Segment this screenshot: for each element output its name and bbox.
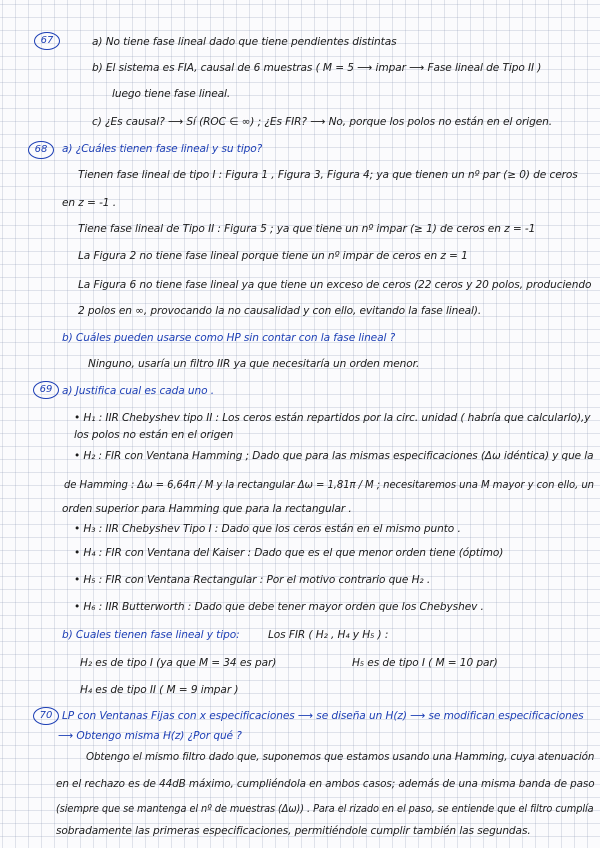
question-70-line2: ⟶ Obtengo misma H(z) ¿Por qué ? [58, 730, 242, 742]
answer-68a-line5: La Figura 6 no tiene fase lineal ya que tiene un exceso de ceros (22 ceros y 20 polos, produciendo [78, 279, 592, 291]
question-69a: a) Justifica cual es cada uno . [62, 385, 214, 397]
problem-number-68: 68 [28, 141, 54, 159]
answer-68b: Ninguno, usaría un filtro IIR ya que necesitaría un orden menor. [88, 358, 420, 370]
answer-67c: c) ¿Es causal? ⟶ Sí (ROC ∈ ∞) ; ¿Es FIR? ⟶ No, porque los polos no están en el origen. [92, 116, 552, 128]
answer-69a-h6: • H₆ : IIR Butterworth : Dado que debe tener mayor orden que los Chebyshev . [74, 601, 484, 613]
answer-68a-line3: Tiene fase lineal de Tipo II : Figura 5 ; ya que tiene un nº impar (≥ 1) de ceros en z = -1 [78, 223, 536, 235]
answer-70-line2: en el rechazo es de 44dB máximo, cumpliéndola en ambos casos; además de una misma banda de paso [56, 778, 595, 790]
question-68a: a) ¿Cuáles tienen fase lineal y su tipo? [62, 143, 263, 155]
problem-number-67: 67 [34, 32, 60, 50]
answer-68a-line1: Tienen fase lineal de tipo I : Figura 1 , Figura 3, Figura 4; ya que tienen un nº par (≥ 0) de ceros [78, 169, 578, 181]
answer-69a-h3: • H₃ : IIR Chebyshev Tipo I : Dado que los ceros están en el mismo punto . [74, 523, 461, 535]
answer-68a-line2: en z = -1 . [62, 197, 116, 209]
answer-69a-h1: • H₁ : IIR Chebyshev tipo II : Los ceros están repartidos por la circ. unidad ( habría que calcularlo),y [74, 412, 591, 424]
problem-number-69: 69 [33, 381, 59, 399]
answer-69a-h2-cont2: orden superior para Hamming que para la rectangular . [62, 503, 352, 515]
answer-67a: a) No tiene fase lineal dado que tiene pendientes distintas [92, 36, 397, 48]
answer-69b-h4: H₄ es de tipo II ( M = 9 impar ) [80, 684, 239, 696]
problem-number-70: 70 [33, 707, 59, 725]
answer-68a-line4: La Figura 2 no tiene fase lineal porque tiene un nº impar de ceros en z = 1 [78, 250, 468, 262]
answer-69a-h2-cont: de Hamming : Δω = 6,64π / M y la rectangular Δω = 1,81π / M ; necesitaremos una M mayor y con ello, un [64, 479, 594, 491]
answer-70-line3: (siempre que se mantenga el nº de muestras (Δω)) . Para el rizado en el paso, se entiende que el filtro cumplía [56, 803, 594, 815]
question-68b: b) Cuáles pueden usarse como HP sin contar con la fase lineal ? [62, 332, 396, 344]
answer-69a-h2: • H₂ : FIR con Ventana Hamming ; Dado que para las mismas especificaciones (Δω idéntica) y que la [74, 450, 594, 462]
answer-69a-h4: • H₄ : FIR con Ventana del Kaiser : Dado que es el que menor orden tiene (óptimo) [74, 547, 504, 559]
answer-67b: b) El sistema es FIA, causal de 6 muestras ( M = 5 ⟶ impar ⟶ Fase lineal de Tipo II ) [92, 62, 542, 74]
answer-69b-h5: H₅ es de tipo I ( M = 10 par) [352, 657, 498, 669]
answer-70-line1: Obtengo el mismo filtro dado que, suponemos que estamos usando una Hamming, cuya atenuación [86, 751, 595, 763]
answer-67b-cont: luego tiene fase lineal. [112, 88, 231, 100]
answer-68a-line6: 2 polos en ∞, provocando la no causalidad y con ello, evitando la fase lineal). [78, 305, 482, 317]
question-70-line1: LP con Ventanas Fijas con x especificaciones ⟶ se diseña un H(z) ⟶ se modifican especificaciones [62, 710, 584, 722]
answer-70-line4: sobradamente las primeras especificaciones, permitiéndole cumplir también las segundas. [56, 825, 531, 837]
answer-69a-h1-cont: los polos no están en el origen [74, 429, 234, 441]
answer-69a-h5: • H₅ : FIR con Ventana Rectangular : Por el motivo contrario que H₂ . [74, 574, 431, 586]
answer-69b-intro: Los FIR ( H₂ , H₄ y H₅ ) : [268, 629, 389, 641]
answer-69b-h2: H₂ es de tipo I (ya que M = 34 es par) [80, 657, 277, 669]
question-69b: b) Cuales tienen fase lineal y tipo: [62, 629, 240, 641]
